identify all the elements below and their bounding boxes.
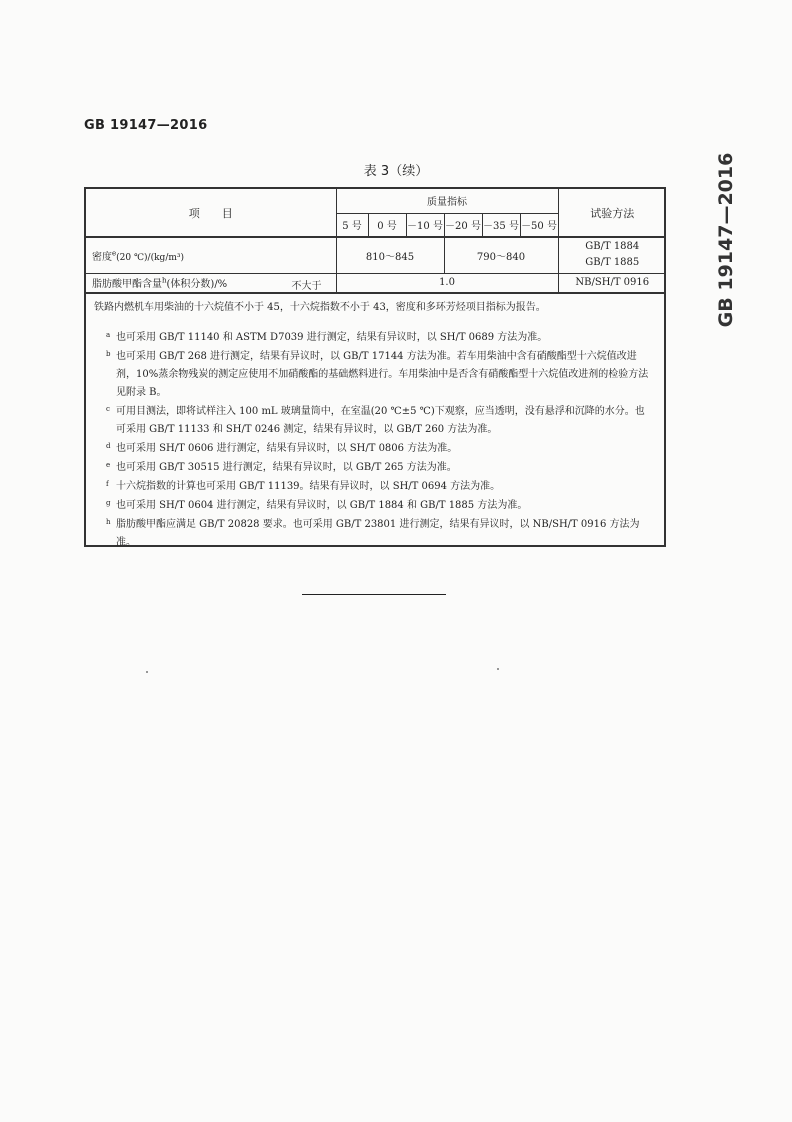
scan-speck [497,668,499,670]
footnote: b 也可采用 GB/T 268 进行测定，结果有异议时，以 GB/T 17144 方法为准。若车用柴油中含有硝酸酯型十六烷值改进剂，10%蒸余物残炭的测定应使用不加硝酸酯的基础燃料进行。车用柴油中是否含有硝酸酯型十六烷值改进剂的检验方法见附录 B。 [106,350,649,398]
footnote: h 脂肪酸甲酯应满足 GB/T 20828 要求。也可采用 GB/T 23801 进行测定，结果有异议时，以 NB/SH/T 0916 方法为准。 [106,518,640,548]
end-rule [302,594,446,595]
spec-table-box [84,187,666,547]
grade-label: －50 号 [520,213,558,237]
item-density: 密度$^e$(20 ℃)/(kg/m³) [86,237,336,273]
grade-label: －20 号 [444,213,482,237]
table-title: 表 3（续） [363,164,429,179]
grade-label: －10 号 [406,213,444,237]
table-row-fame [86,273,666,293]
grade-label: －35 号 [482,213,520,237]
table-note: 铁路内燃机车用柴油的十六烷值不小于 45，十六烷指数不小于 43，密度和多环芳烃项目指标为报告。 [86,293,666,317]
grade-label: 5 号 [336,213,368,237]
density-value-light: 810～845 [336,237,444,273]
footnote: a 也可采用 GB/T 11140 和 ASTM D7039 进行测定，结果有异议时，以 SH/T 0689 方法为准。 [106,331,548,343]
density-value-cold: 790～840 [444,237,558,273]
footnote: e 也可采用 GB/T 30515 进行测定，结果有异议时，以 GB/T 265 方法为准。 [106,461,457,473]
side-standard-code: GB 19147—2016 [715,152,737,328]
col-header-item: 项 目 [86,189,336,237]
spec-table [86,189,666,317]
col-header-quality: 质量指标 [336,189,558,213]
standard-code-header: GB 19147—2016 [84,118,208,133]
footnote: g 也可采用 SH/T 0604 进行测定，结果有异议时，以 GB/T 1884 和 GB/T 1885 方法为准。 [106,499,528,511]
scan-speck [146,671,148,673]
fame-value: 1.0 [336,273,558,293]
table-row-note [86,293,666,317]
density-methods: GB/T 1884 GB/T 1885 [558,237,666,273]
header-row-1 [86,189,666,213]
limit-label: 不大于 [291,280,322,292]
footnotes [86,325,664,553]
footnote: d 也可采用 SH/T 0606 进行测定，结果有异议时，以 SH/T 0806 方法为准。 [106,442,458,454]
item-fame: 脂肪酸甲酯含量$^h$(体积分数)/% 不大于 [86,273,336,293]
grade-label: 0 号 [368,213,406,237]
footnote: f 十六烷指数的计算也可采用 GB/T 11139。结果有异议时，以 SH/T 0694 方法为准。 [106,480,501,492]
fame-method: NB/SH/T 0916 [558,273,666,293]
col-header-method: 试验方法 [558,189,666,237]
footnote: c 可用目测法，即将试样注入 100 mL 玻璃量筒中，在室温(20 ℃±5 ℃)下观察，应当透明，没有悬浮和沉降的水分。也可采用 GB/T 11133 和 SH/T 0246 测定，结果有异议时，以 GB/T 260 方法为准。 [106,405,645,435]
table-row-density [86,237,666,273]
